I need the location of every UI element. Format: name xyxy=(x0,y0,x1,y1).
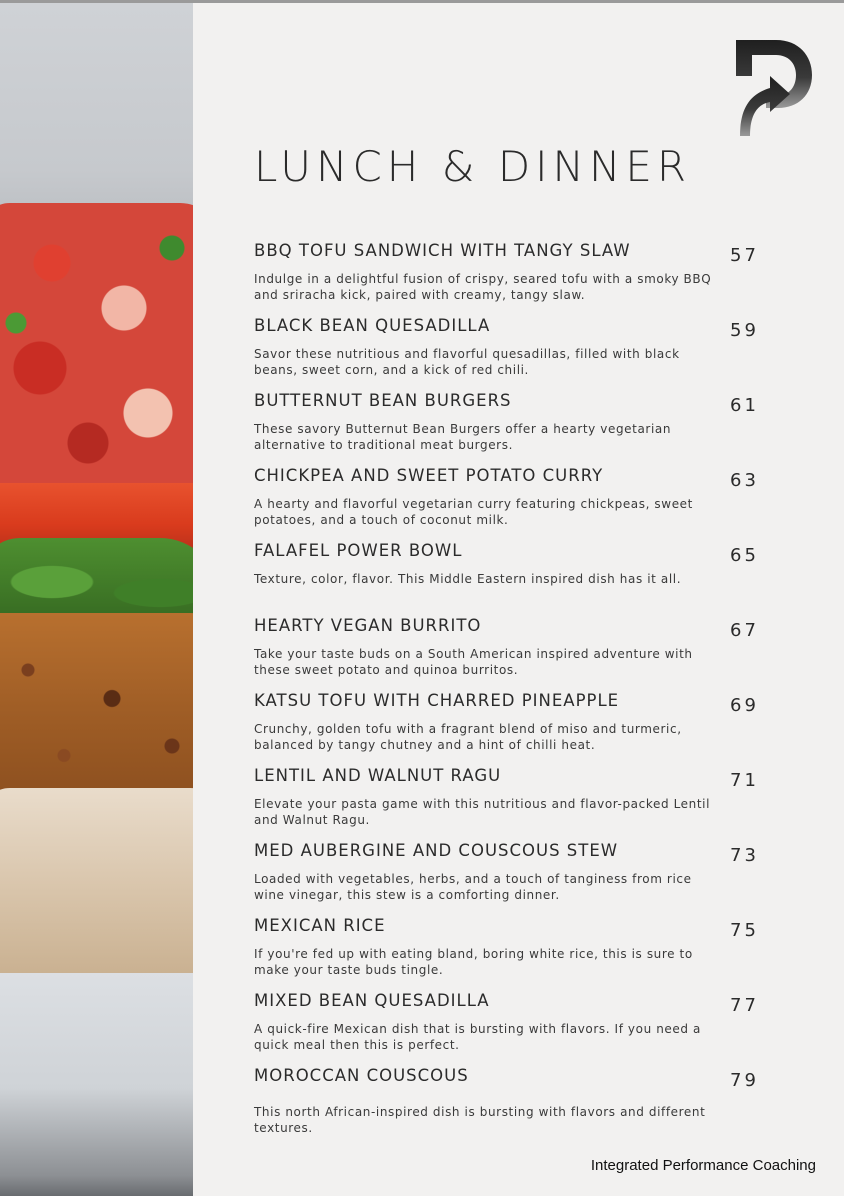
menu-item-name: LENTIL AND WALNUT RAGU xyxy=(254,766,502,785)
menu-item-page-number: 63 xyxy=(730,470,759,491)
menu-item-name: BBQ TOFU SANDWICH WITH TANGY SLAW xyxy=(254,241,631,260)
menu-item-description: Indulge in a delightful fusion of crispy, seared tofu with a smoky BBQ and sriracha kick, paired with creamy, tangy slaw. xyxy=(254,272,712,302)
menu-item xyxy=(254,391,774,466)
menu-item-name: FALAFEL POWER BOWL xyxy=(254,541,463,560)
salsa-layer xyxy=(0,203,193,503)
menu-item-description: Take your taste buds on a South American inspired adventure with these sweet potato and quinoa burritos. xyxy=(254,647,693,677)
menu-item-name: BLACK BEAN QUESADILLA xyxy=(254,316,491,335)
menu-item xyxy=(254,991,774,1066)
menu-item-name: HEARTY VEGAN BURRITO xyxy=(254,616,482,635)
menu-item-page-number: 71 xyxy=(730,770,759,791)
menu-list xyxy=(254,241,774,1141)
food-photo xyxy=(0,3,193,1196)
menu-item-description: Texture, color, flavor. This Middle Eastern inspired dish has it all. xyxy=(254,572,682,586)
bun-bottom xyxy=(0,788,193,978)
menu-item-page-number: 73 xyxy=(730,845,759,866)
menu-item-name: MEXICAN RICE xyxy=(254,916,386,935)
menu-item-description: If you're fed up with eating bland, boring white rice, this is sure to make your taste buds tingle. xyxy=(254,947,693,977)
plate xyxy=(0,973,193,1196)
menu-item-description: Crunchy, golden tofu with a fragrant blend of miso and turmeric, balanced by tangy chutney and a hint of chilli heat. xyxy=(254,722,682,752)
menu-item-description: This north African-inspired dish is bursting with flavors and different textures. xyxy=(254,1105,706,1135)
menu-item-page-number: 61 xyxy=(730,395,759,416)
menu-item-page-number: 79 xyxy=(730,1070,759,1091)
menu-item-name: KATSU TOFU WITH CHARRED PINEAPPLE xyxy=(254,691,620,710)
menu-item-name: CHICKPEA AND SWEET POTATO CURRY xyxy=(254,466,604,485)
menu-item-page-number: 57 xyxy=(730,245,759,266)
footer-brand: Integrated Performance Coaching xyxy=(590,1157,816,1174)
menu-item-name: MOROCCAN COUSCOUS xyxy=(254,1066,469,1085)
menu-item xyxy=(254,916,774,991)
menu-item xyxy=(254,616,774,691)
menu-item-name: MED AUBERGINE AND COUSCOUS STEW xyxy=(254,841,619,860)
menu-item xyxy=(254,766,774,841)
menu-item xyxy=(254,691,774,766)
menu-item-description: Savor these nutritious and flavorful quesadillas, filled with black beans, sweet corn, and a kick of red chili. xyxy=(254,347,680,377)
menu-item-page-number: 75 xyxy=(730,920,759,941)
menu-item-description: These savory Butternut Bean Burgers offer a hearty vegetarian alternative to traditional meat burgers. xyxy=(254,422,672,452)
menu-item-description: A hearty and flavorful vegetarian curry featuring chickpeas, sweet potatoes, and a touch of coconut milk. xyxy=(254,497,693,527)
menu-item-page-number: 67 xyxy=(730,620,759,641)
menu-item-page-number: 77 xyxy=(730,995,759,1016)
menu-item-page-number: 59 xyxy=(730,320,759,341)
menu-item xyxy=(254,841,774,916)
menu-item-description: Elevate your pasta game with this nutritious and flavor-packed Lentil and Walnut Ragu. xyxy=(254,797,711,827)
menu-item-description: Loaded with vegetables, herbs, and a touch of tanginess from rice wine vinegar, this stew is a comforting dinner. xyxy=(254,872,692,902)
menu-item-name: BUTTERNUT BEAN BURGERS xyxy=(254,391,512,410)
veggie-patty xyxy=(0,613,193,803)
menu-item-page-number: 69 xyxy=(730,695,759,716)
menu-item xyxy=(254,1066,774,1141)
menu-item-name: MIXED BEAN QUESADILLA xyxy=(254,991,490,1010)
menu-item xyxy=(254,241,774,316)
menu-item xyxy=(254,541,774,616)
menu-item xyxy=(254,466,774,541)
logo-icon xyxy=(736,38,813,136)
page-title: LUNCH & DINNER xyxy=(254,142,692,191)
menu-item xyxy=(254,316,774,391)
menu-item-page-number: 65 xyxy=(730,545,759,566)
menu-item-description: A quick-fire Mexican dish that is bursting with flavors. If you need a quick meal then this is perfect. xyxy=(254,1022,701,1052)
